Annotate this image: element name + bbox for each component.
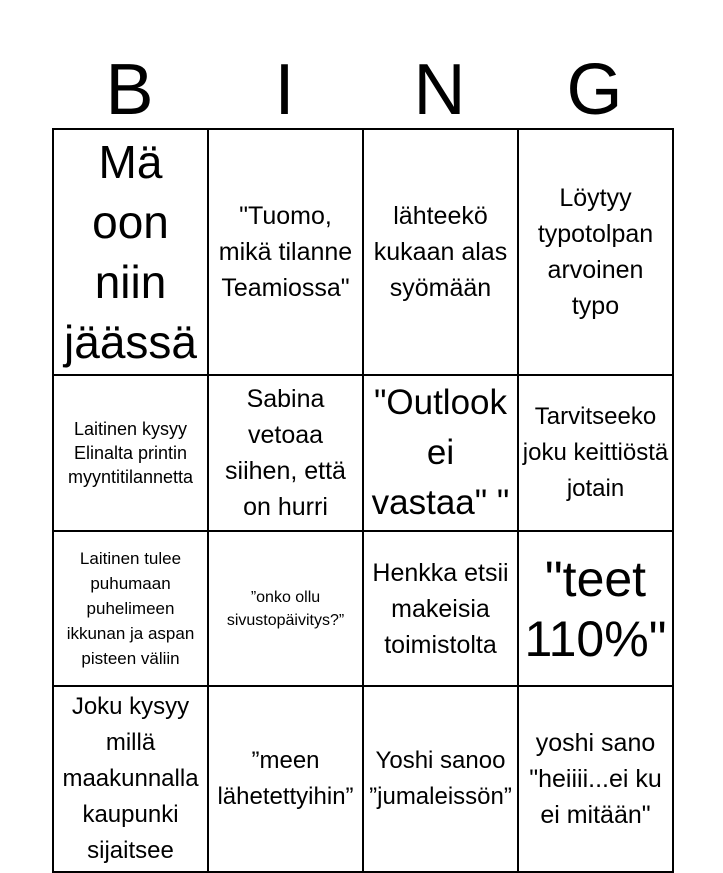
bingo-cell[interactable]: "Outlook ei vastaa" " [363,375,518,531]
bingo-cell[interactable]: Mä oon niin jäässä [53,129,208,375]
bingo-cell[interactable]: Sabina vetoaa siihen, että on hurri [208,375,363,531]
header-letter-g: G [566,50,623,130]
bingo-cell[interactable]: Laitinen kysyy Elinalta printin myyntitilannetta [53,375,208,531]
bingo-cell[interactable]: Laitinen tulee puhumaan puhelimeen ikkunan ja aspan pisteen väliin [53,531,208,686]
bingo-cell[interactable]: Yoshi sanoo ”jumaleissön” [363,686,518,872]
board-row [53,531,673,686]
bingo-header [52,52,672,128]
board-row [53,129,673,375]
board-row [53,686,673,872]
bingo-cell[interactable]: Löytyy typotolpan arvoinen typo [518,129,673,375]
bingo-board [52,128,674,873]
board-row [53,375,673,531]
bingo-cell[interactable]: lähteekö kukaan alas syömään [363,129,518,375]
bingo-cell[interactable]: Henkka etsii makeisia toimistolta [363,531,518,686]
bingo-cell[interactable]: yoshi sano "heiiii...ei ku ei mitään" [518,686,673,872]
bingo-cell[interactable]: Joku kysyy millä maakunnalla kaupunki sijaitsee [53,686,208,872]
bingo-cell[interactable]: ”meen lähetettyihin” [208,686,363,872]
bingo-cell[interactable]: "teet 110%" [518,531,673,686]
header-letter-n: N [413,50,466,130]
bingo-cell[interactable]: Tarvitseeko joku keittiöstä jotain [518,375,673,531]
bingo-cell[interactable]: ”onko ollu sivustopäivitys?” [208,531,363,686]
header-letter-b: B [105,50,154,130]
bingo-cell[interactable]: "Tuomo, mikä tilanne Teamiossa" [208,129,363,375]
header-letter-i: I [274,50,295,130]
